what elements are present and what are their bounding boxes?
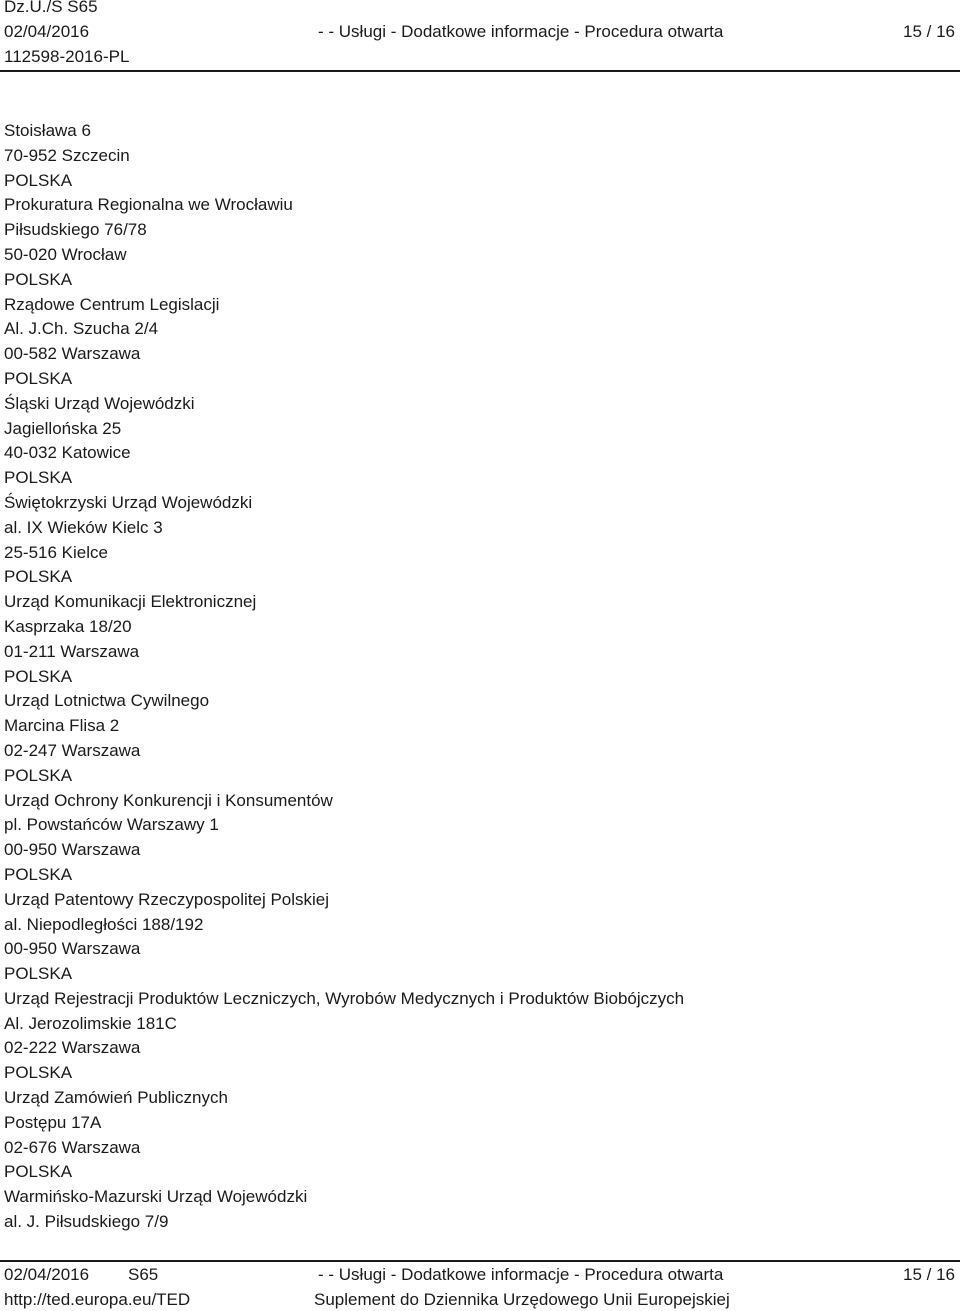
text-line: Al. Jerozolimskie 181C — [4, 1013, 177, 1033]
text-line: Urząd Komunikacji Elektronicznej — [4, 592, 257, 612]
text-line: Kasprzaka 18/20 — [4, 616, 132, 636]
text-line: Jagiellońska 25 — [4, 418, 122, 438]
text-line: al. IX Wieków Kielc 3 — [4, 517, 163, 537]
text-line: POLSKA — [4, 368, 73, 388]
text-line: POLSKA — [4, 468, 73, 488]
header-page-number: 15 / 16 — [903, 22, 955, 41]
text-line: Rządowe Centrum Legislacji — [4, 294, 220, 314]
text-line: POLSKA — [4, 964, 73, 984]
text-line: Świętokrzyski Urząd Wojewódzki — [4, 492, 253, 512]
text-line: 00-950 Warszawa — [4, 939, 141, 959]
text-line: 01-211 Warszawa — [4, 641, 140, 661]
text-line: Prokuratura Regionalna we Wrocławiu — [4, 195, 293, 215]
text-line: 02-247 Warszawa — [4, 740, 141, 760]
header-divider — [0, 70, 960, 72]
text-line: 02-676 Warszawa — [4, 1137, 141, 1157]
footer-divider — [0, 1260, 960, 1262]
text-line: Al. J.Ch. Szucha 2/4 — [4, 319, 159, 339]
text-line: POLSKA — [4, 170, 73, 190]
text-line: 00-582 Warszawa — [4, 344, 141, 364]
footer-date: 02/04/2016 — [4, 1265, 90, 1284]
header-document-id: 112598-2016-PL — [4, 47, 130, 66]
header-section: - - Usługi - Dodatkowe informacje - Procedura otwarta — [318, 22, 724, 41]
text-line: Śląski Urząd Wojewódzki — [4, 393, 195, 413]
text-line: 00-950 Warszawa — [4, 840, 141, 860]
text-line: Urząd Zamówień Publicznych — [4, 1088, 228, 1108]
text-line: POLSKA — [4, 1162, 73, 1182]
text-line: POLSKA — [4, 765, 73, 785]
text-line: POLSKA — [4, 666, 73, 686]
text-line: 25-516 Kielce — [4, 542, 108, 562]
text-line: POLSKA — [4, 1063, 73, 1083]
header-date: 02/04/2016 — [4, 22, 90, 41]
text-line: Piłsudskiego 76/78 — [4, 220, 147, 240]
address-list — [4, 121, 684, 1237]
text-line: al. J. Piłsudskiego 7/9 — [4, 1212, 169, 1232]
text-line: 50-020 Wrocław — [4, 244, 127, 264]
text-line: Warmińsko-Mazurski Urząd Wojewódzki — [4, 1187, 308, 1207]
text-line: 40-032 Katowice — [4, 443, 131, 463]
text-line: Urząd Rejestracji Produktów Leczniczych, Wyrobów Medycznych i Produktów Biobójczych — [4, 988, 685, 1008]
text-line: pl. Powstańców Warszawy 1 — [4, 815, 219, 835]
text-line: Stoisława 6 — [4, 121, 91, 140]
text-line: 70-952 Szczecin — [4, 145, 130, 165]
footer-section: - - Usługi - Dodatkowe informacje - Procedura otwarta — [318, 1265, 724, 1284]
footer-page-number: 15 / 16 — [903, 1265, 955, 1284]
text-line: al. Niepodległości 188/192 — [4, 914, 204, 934]
text-line: Urząd Lotnictwa Cywilnego — [4, 691, 210, 711]
text-line: POLSKA — [4, 567, 73, 587]
text-line: POLSKA — [4, 864, 73, 884]
footer-series: S65 — [128, 1265, 159, 1284]
text-line: 02-222 Warszawa — [4, 1038, 141, 1058]
header-reference: Dz.U./S S65 — [4, 0, 98, 16]
footer-supplement: Suplement do Dziennika Urzędowego Unii Europejskiej — [314, 1290, 730, 1309]
text-line: Postępu 17A — [4, 1112, 102, 1132]
text-line: Marcina Flisa 2 — [4, 716, 120, 736]
text-line: POLSKA — [4, 269, 73, 289]
text-line: Urząd Patentowy Rzeczypospolitej Polskiej — [4, 889, 330, 909]
footer-url: http://ted.europa.eu/TED — [4, 1290, 191, 1309]
text-line: Urząd Ochrony Konkurencji i Konsumentów — [4, 790, 333, 810]
